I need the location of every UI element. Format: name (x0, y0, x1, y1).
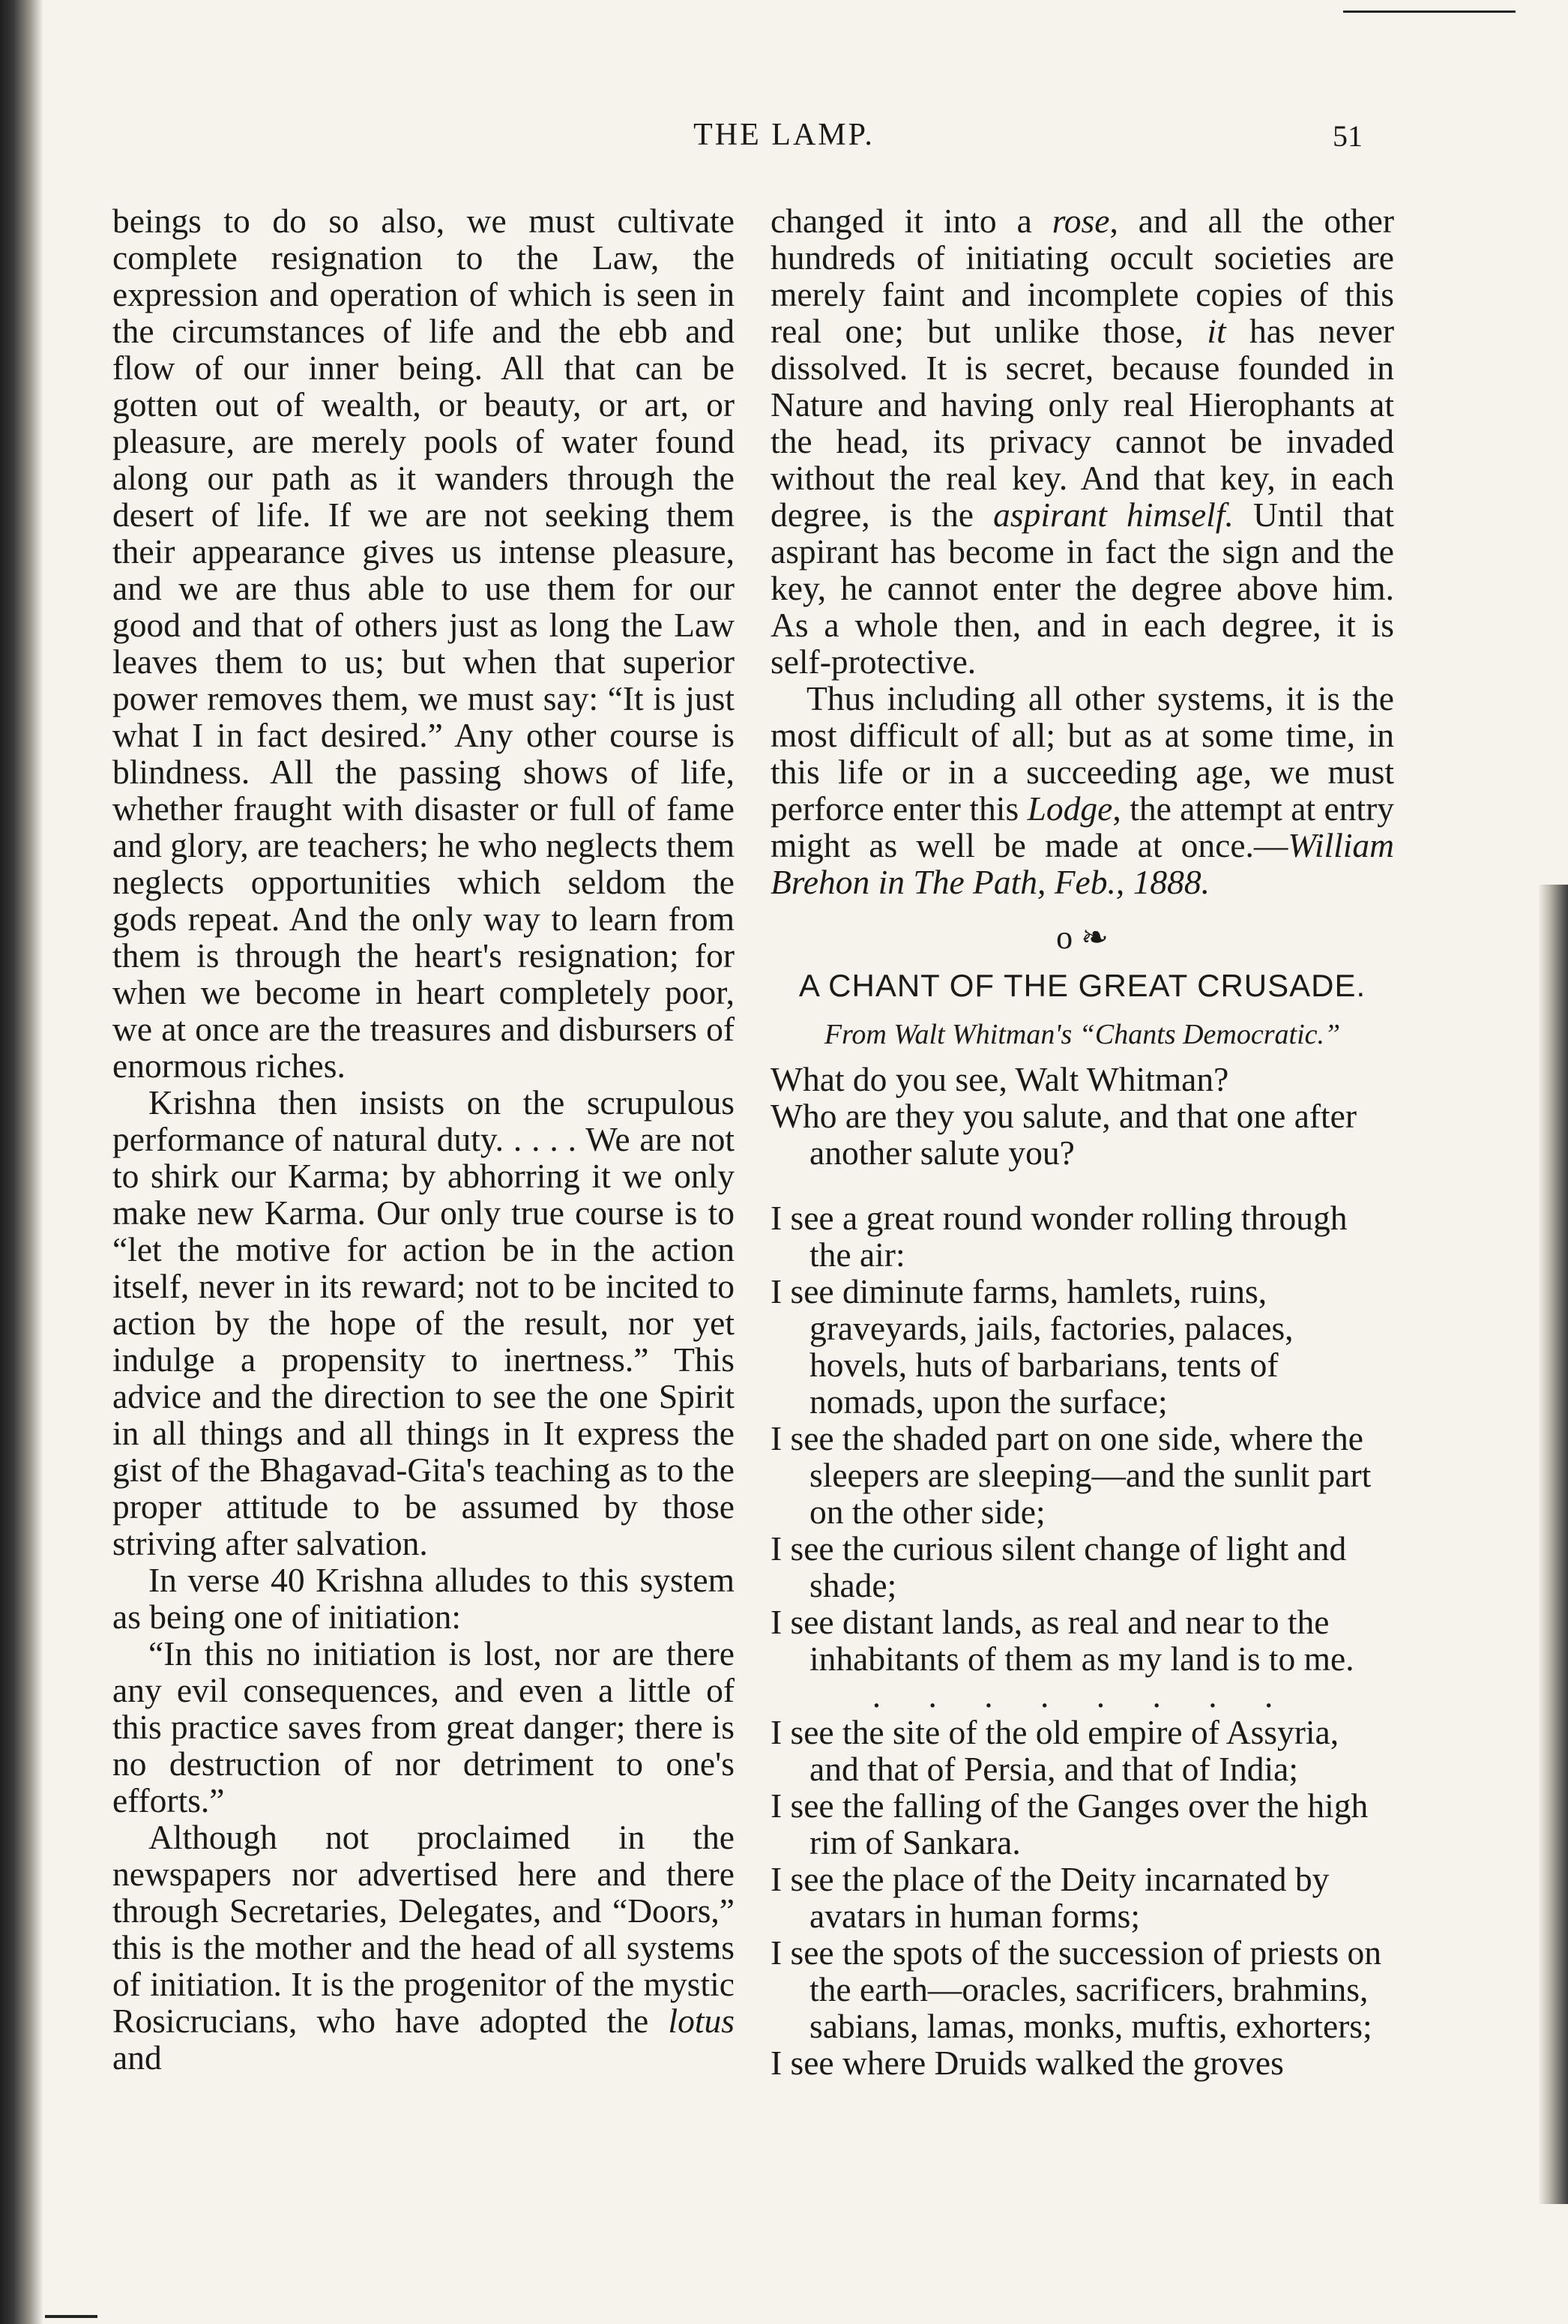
verse-line: I see where Druids walked the groves (771, 2044, 1284, 2082)
section-subtitle: From Walt Whitman's “Chants Democratic.” (824, 1019, 1341, 1050)
verse-ellipsis: . . . . . . . . (872, 1676, 1293, 1715)
left-column (112, 202, 735, 2076)
text-run: has never dissolved. It is secret, because founded in Nature and having only real Hierophants at the head, its privacy cannot be invaded without the real key. And that key, in each degree, is the (771, 312, 1394, 534)
italic-word: Lodge (1027, 789, 1113, 828)
paragraph-text: Although not proclaimed in the newspapers nor advertised here and there through Secretaries, Delegates, and “Doors,” this is the mother and the head of all systems of initiation. It is the progenitor of the mystic Rosicrucians, who have adopted the (112, 1818, 735, 2040)
verse-line: Who are they you salute, and that one after another salute you? (771, 1097, 1357, 1172)
verse-line: I see diminute farms, hamlets, ruins, graveyards, jails, factories, palaces, hovels, huts of barbarians, tents of nomads, upon the surface; (771, 1272, 1294, 1421)
italic-word: lotus (668, 2002, 735, 2040)
top-rule (1343, 10, 1516, 13)
citation: William Brehon in The Path, Feb., 1888. (771, 826, 1394, 901)
page-number: 51 (1333, 119, 1363, 153)
right-column (771, 202, 1394, 2081)
verse-line: I see the spots of the succession of priests on the earth—oracles, sacrificers, brahmins, sabians, lamas, monks, muftis, exhorters; (771, 1933, 1382, 2045)
paragraph (112, 1819, 735, 2076)
bottom-rule (45, 2315, 97, 2318)
paragraph (771, 680, 1394, 900)
italic-word: rose (1052, 202, 1110, 240)
paragraph: In verse 40 Krishna alludes to this system as being one of initiation: (112, 1561, 735, 1636)
ornament: o ❧ (1056, 919, 1109, 956)
verse-line: I see the falling of the Ganges over the high rim of Sankara. (771, 1786, 1369, 1861)
text-run: Thus including all other systems, it is the most difficult of all; but as at some time, in this life or in a succeeding age, we must perforce enter this (771, 679, 1394, 828)
text-run: , the attempt at entry might as well be made at once.— (771, 789, 1394, 864)
italic-word: it (1207, 312, 1226, 350)
verse-line: What do you see, Walt Whitman? (771, 1060, 1229, 1098)
section-title: A CHANT OF THE GREAT CRUSADE. (798, 968, 1366, 1003)
page-edge-right (1538, 885, 1568, 2204)
text-run: , and all the other hundreds of initiating occult societies are merely faint and incomplete copies of this real one; but unlike those, (771, 202, 1394, 350)
page-edge-left (0, 0, 43, 2324)
verse-line: I see a great round wonder rolling through the air: (771, 1199, 1348, 1274)
verse-line: I see distant lands, as real and near to the inhabitants of them as my land is to me. (771, 1603, 1354, 1678)
verse-line: I see the curious silent change of light and shade; (771, 1529, 1347, 1604)
text-run: Until that aspirant has become in fact the sign and the key, he cannot enter the degree above him. As a whole then, and in each degree, it is self-protective. (771, 496, 1395, 681)
text-run: changed it into a (771, 202, 1032, 240)
paragraph: Krishna then insists on the scrupulous performance of natural duty. . . . . We are not to shirk our Karma; by abhorring it we only make new Karma. Our only true course is to “let the motive for action be in the action itself, never in its reward; not to be incited to action by the hope of the result, nor yet indulge a propensity to inertness.” This advice and the direction to see the one Spirit in all things and all things in It express the gist of the Bhagavad-Gita's teaching as to the proper attitude to be assumed by those striving after salvation. (112, 1083, 735, 1562)
paragraph-tail: and (112, 2038, 162, 2077)
italic-phrase: aspirant himself. (993, 496, 1234, 534)
quotation: “In this no initiation is lost, nor are there any evil consequences, and even a little of this practice saves from great danger; there is no destruction of nor detriment to one's efforts.” (112, 1634, 735, 1819)
paragraph (771, 202, 1394, 680)
running-head: THE LAMP. (693, 118, 875, 152)
verse-line: I see the place of the Deity incarnated by avatars in human forms; (771, 1860, 1330, 1935)
paragraph: beings to do so also, we must cultivate complete resignation to the Law, the expression and operation of which is seen in the circumstances of life and the ebb and flow of our inner being. All that can be gotten out of wealth, or beauty, or art, or pleasure, are merely pools of water found along our path as it wanders through the desert of life. If we are not seeking them their appearance gives us intense pleasure, and we are thus able to use them for our good and that of others just as long the Law leaves them to us; but when that superior power removes them, we must say: “It is just what I in fact desired.” Any other course is blindness. All the passing shows of life, whether fraught with disaster or full of fame and glory, are teachers; he who neglects them neglects opportunities which seldom the gods repeat. And the only way to learn from them is through the heart's resignation; for when we become in heart completely poor, we at once are the treasures and disbursers of enormous riches. (112, 202, 735, 1085)
verse-line: I see the site of the old empire of Assyria, and that of Persia, and that of India; (771, 1713, 1339, 1788)
verse-line: I see the shaded part on one side, where the sleepers are sleeping—and the sunlit part on the other side; (771, 1419, 1372, 1531)
